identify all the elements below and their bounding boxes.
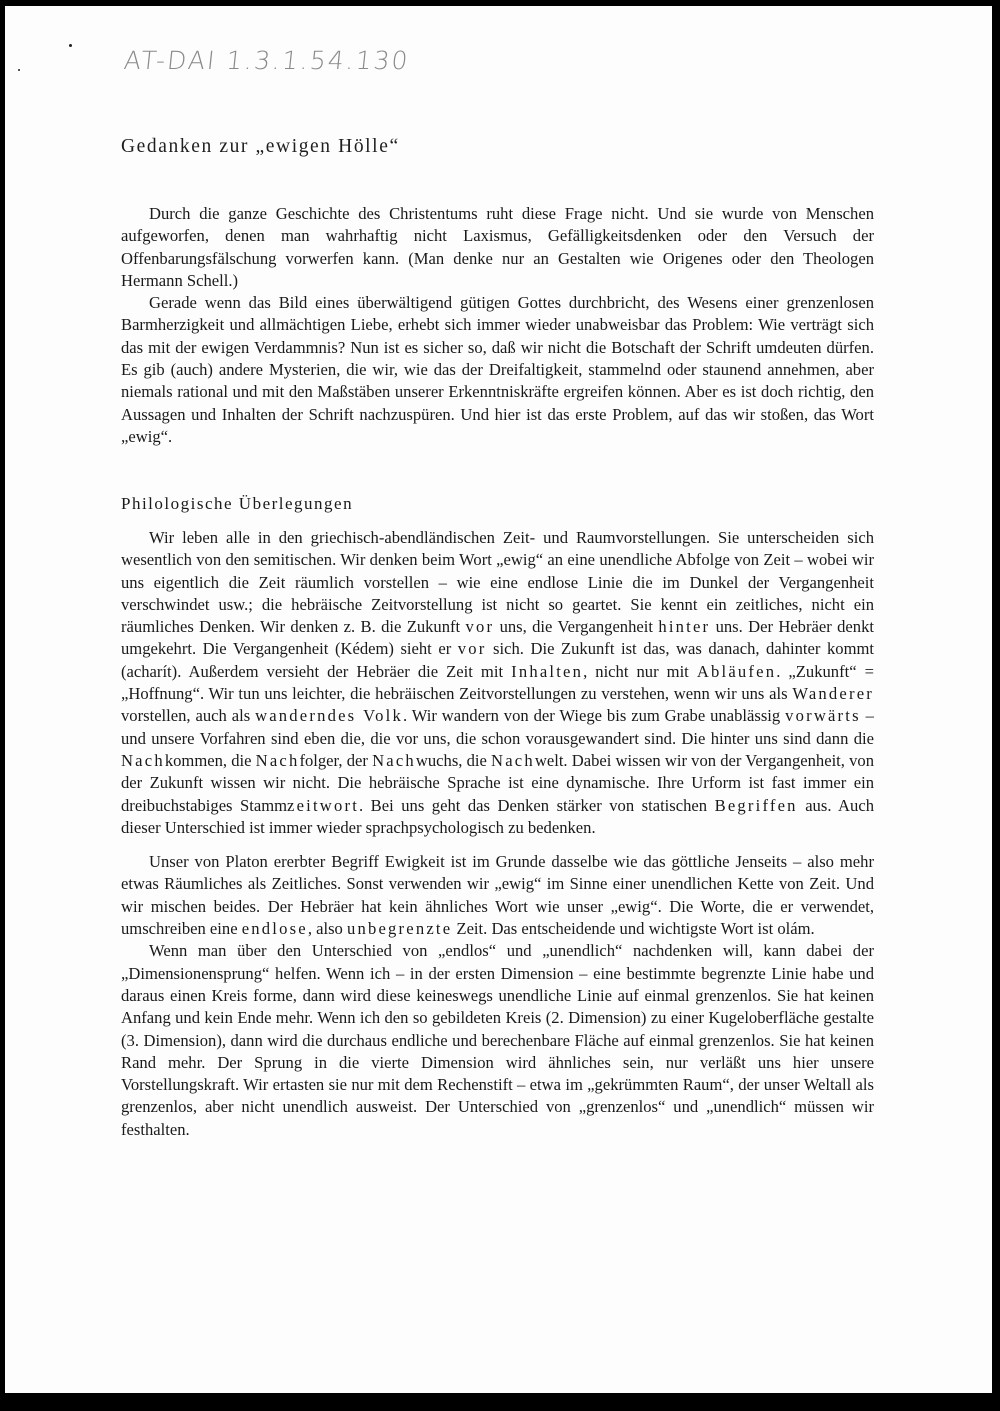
text-run: kommen, die [164,750,256,770]
spaced-emphasis: Nach [121,750,165,770]
text-run: Zeit. Das entscheidende und wichtigste Wort ist olám. [452,919,815,939]
scan-speck [18,69,20,71]
spaced-emphasis: Nach [372,750,416,770]
spaced-emphasis: Abläufen [696,661,777,681]
text-run: welt. Dabei wissen wir von der Vergangenheit, von der Zukunft wissen wir nicht. Die hebräische Sprache ist eine dynamische. Ihre Urform ist fast immer ein dreibuchstabiges Stamm [121,750,874,815]
spaced-emphasis: vor [465,617,495,637]
spaced-emphasis: vorwärts [785,706,861,726]
document-title: Gedanken zur „ewigen Hölle“ [121,136,400,157]
text-run: sich. Die Zukunft ist das, was danach, dahinter kommt (acharít). Außerdem versieht der Hebräer die Zeit mit [121,639,874,681]
spaced-emphasis: Wanderer [792,684,874,704]
document-page [5,6,992,1393]
spaced-emphasis: wanderndes Volk [255,706,403,726]
text-run: Wir leben alle in den griechisch-abendländischen Zeit- und Raumvorstellungen. Sie unterscheiden sich wesentlich von den semitischen. Wir denken beim Wort „ewig“ an eine unendliche Abfolge von Zeit – wobei wir uns eigentlich die Zeit räumlich vorstellen – wie eine endlose Linie die im Dunkel der Vergangenheit verschwindet usw.; die hebräische Zeitvorstellung ist nicht so geartet. Sie kennt ein zeitliches, nicht ein räumliches Denken. Wir denken z. B. die Zukunft [121,528,874,637]
text-run: vorstellen, auch als [121,706,256,726]
section-heading: Philologische Überlegungen [121,494,354,513]
paragraph [121,851,874,940]
spaced-emphasis: Nach [491,750,535,770]
text-run: . Bei uns geht das Denken stärker von statischen [359,795,715,815]
text-run: aus. Auch dieser Unterschied ist immer wieder sprachpsychologisch zu bedenken. [121,795,874,837]
spaced-emphasis: endlose [241,919,308,939]
text-run: , nicht nur mit [583,661,697,681]
text-run: . Wir wandern von der Wiege bis zum Grabe unablässig [402,706,786,726]
intro-section [121,203,874,448]
paragraph: Durch die ganze Geschichte des Christentums ruht diese Frage nicht. Und sie wurde von Menschen aufgeworfen, denen man wahrhaftig nicht Laxismus, Gefälligkeitsdenken oder den Versuch der Offenbarungsfälschung vorwerfen kann. (Man denke nur an Gestalten wie Origenes oder den Theologen Hermann Schell.) [121,204,874,290]
spaced-emphasis: zeitwort [287,795,360,815]
text-run: . „Zukunft“ = „Hoffnung“. Wir tun uns leichter, die hebräischen Zeitvorstellungen zu verstehen, wenn wir uns als [121,661,874,704]
text-run: Unser von Platon ererbter Begriff Ewigkeit ist im Grunde dasselbe wie das göttliche Jenseits – also mehr etwas Räumliches als Zeitliches. Sonst verwenden wir „ewig“ im Sinne einer unendlichen Kette von Zeit. Und wir mischen beides. Der Hebräer hat kein ähnliches Wort wie unser „ewig“. Die Worte, die er verwendet, umschreiben eine [121,852,874,939]
paragraph: Wenn man über den Unterschied von „endlos“ und „unendlich“ nachdenken will, kann dabei der „Dimensionensprung“ helfen. Wenn ich – in der ersten Dimension – eine bestimmte begrenzte Linie habe und daraus einen Kreis forme, dann wird diese keineswegs unendliche Linie auf einmal grenzenlos. Sie hat keinen Anfang und kein Ende mehr. Wenn ich den so gebildeten Kreis (2. Dimension) zu einer Kugeloberfläche gestalte (3. Dimension), dann wird die durchaus endliche und berechenbare Fläche auf einmal grenzenlos. Sie hat keinen Rand mehr. Der Sprung in die vierte Dimension wird ähnliches sein, nur verläßt uns hier unsere Vorstellungskraft. Wir ertasten sie nur mit dem Rechenstift – etwa im „gekrümmten Raum“, der unser Weltall als grenzenlos, aber nicht unendlich ausweist. Der Unterschied von „grenzenlos“ und „unendlich“ müssen wir festhalten. [121,941,874,1139]
philology-section [121,527,874,1141]
text-run: uns. Der Hebräer denkt umgekehrt. Die Vergangenheit (Kédem) sieht er [121,617,874,659]
scan-speck [69,44,72,47]
paragraph [121,527,874,839]
paragraph: Gerade wenn das Bild eines überwältigend gütigen Gottes durchbricht, des Wesens einer grenzenlosen Barmherzigkeit und allmächtigen Liebe, erhebt sich immer wieder unabweisbar das Problem: Wie verträgt sich das mit der ewigen Verdammnis? Nun ist es sicher so, daß wir nicht die Botschaft der Schrift umdeuten dürfen. Es gib (auch) andere Mysterien, die wir, wie das der Dreifaltigkeit, stammelnd oder staunend annehmen, aber niemals rational und mit den Maßstäben unserer Erkenntniskräfte ergreifen können. Aber es ist doch richtig, den Aussagen und Inhalten der Schrift nachzuspüren. Und hier ist das erste Problem, auf das wir stoßen, das Wort „ewig“. [121,293,874,446]
spaced-emphasis: Nach [255,750,300,770]
spaced-emphasis: Inhalten [511,661,584,681]
text-run: , also [307,919,347,939]
spaced-emphasis: hinter [658,617,711,637]
text-run: folger, der [299,750,373,770]
spaced-emphasis: Begriffen [714,795,798,815]
text-run: uns, die Vergangenheit [494,617,659,637]
text-run: – und unsere Vorfahren sind eben die, die vor uns, die schon vorausgewandert sind. Die hinter uns sind dann die [121,706,874,748]
spaced-emphasis: unbegrenzte [347,919,453,939]
archive-signature: AT-DAI 1.3.1.54.130 [122,46,411,75]
spaced-emphasis: vor [457,639,487,659]
text-run: wuchs, die [415,750,492,770]
